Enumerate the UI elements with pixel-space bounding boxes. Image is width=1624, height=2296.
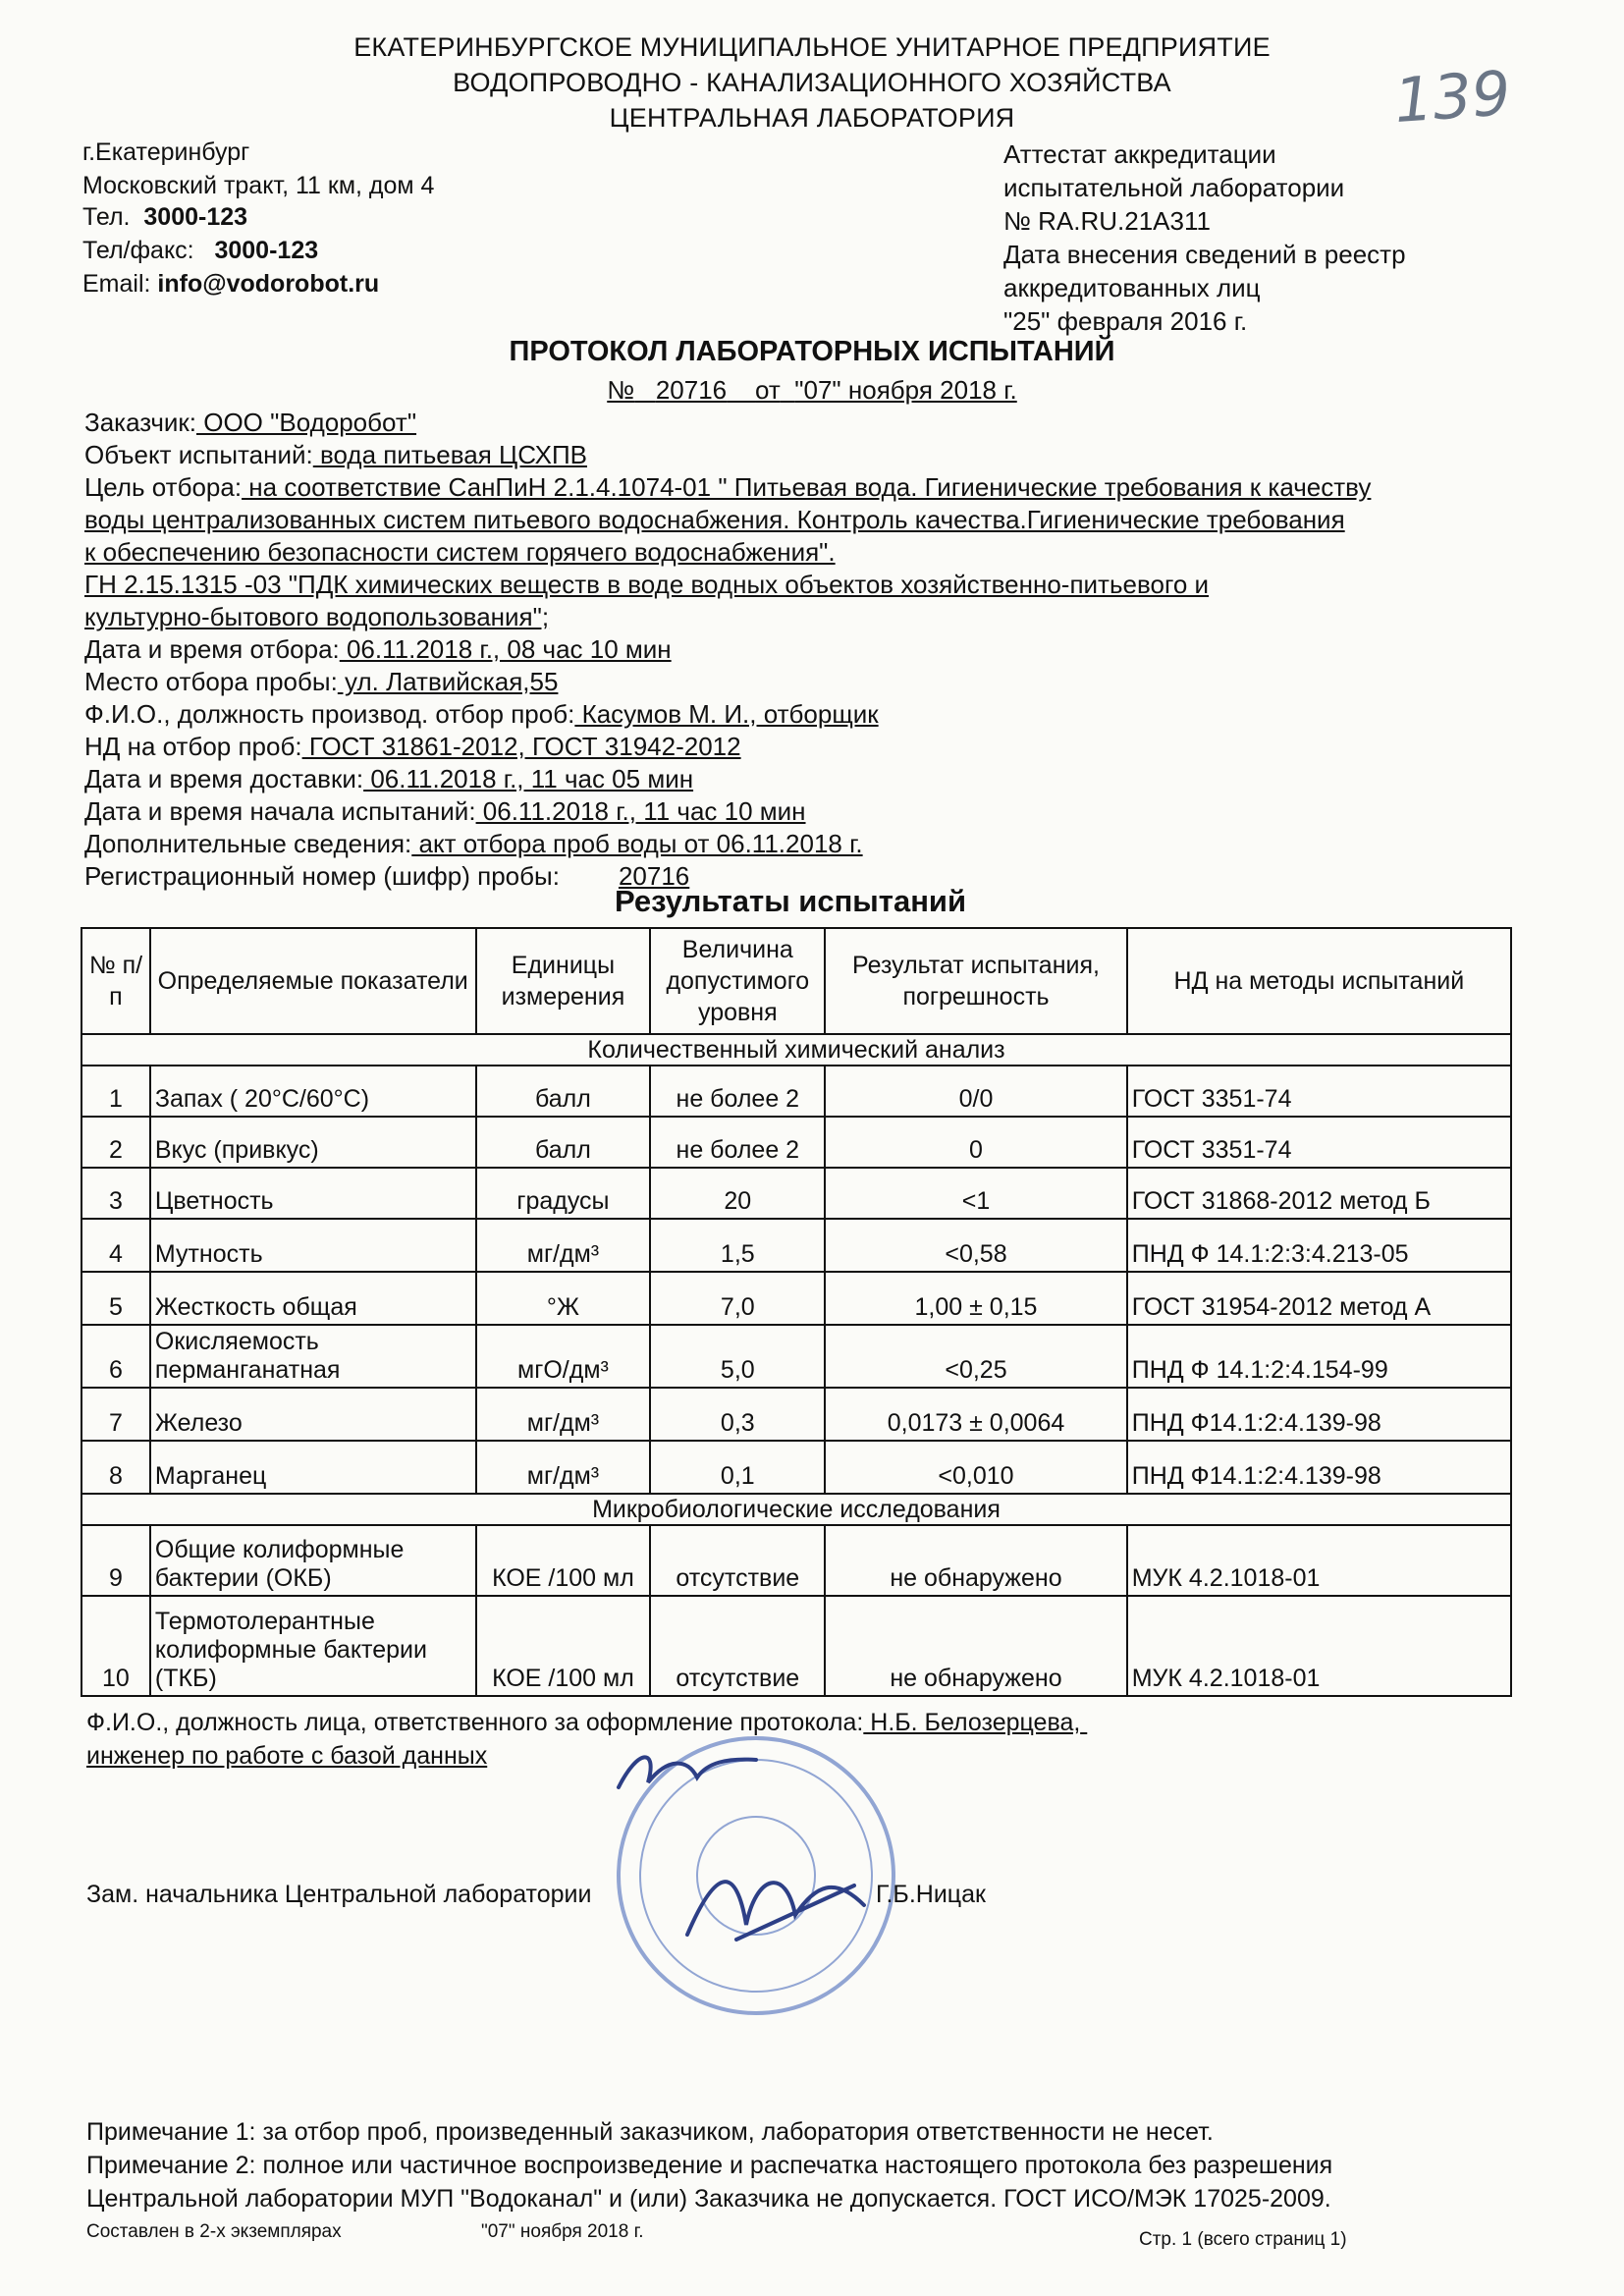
row-method: ПНД Ф 14.1:2:4.154-99 (1127, 1325, 1511, 1388)
row-number: 3 (81, 1168, 150, 1219)
row-limit: отсутствие (650, 1525, 825, 1596)
table-row (81, 1117, 1511, 1168)
footer-copies: Составлен в 2-х экземплярах (86, 2221, 342, 2242)
row-limit: не более 2 (650, 1066, 825, 1117)
field-sampler (84, 698, 879, 731)
row-unit: КОЕ /100 мл (476, 1525, 651, 1596)
purpose-line3: к обеспечению безопасности систем горячего водоснабжения". (84, 537, 836, 567)
accreditation-line1: Аттестат аккредитации (1003, 139, 1276, 169)
fax-value: 3000-123 (214, 237, 319, 264)
row-result: 0/0 (825, 1066, 1126, 1117)
purpose-label: Цель отбора: (84, 472, 243, 502)
email-label: Email: (82, 270, 151, 298)
row-param: Мутность (150, 1219, 476, 1272)
sampling-datetime-value: 06.11.2018 г., 08 час 10 мин (339, 634, 672, 664)
row-number: 9 (81, 1525, 150, 1596)
row-method: ПНД Ф14.1:2:4.139-98 (1127, 1388, 1511, 1441)
row-method: ГОСТ 31954-2012 метод А (1127, 1272, 1511, 1325)
row-param: Запах ( 20°С/60°С) (150, 1066, 476, 1117)
row-method: МУК 4.2.1018-01 (1127, 1525, 1511, 1596)
row-unit: мг/дм³ (476, 1388, 651, 1441)
results-title: Результаты испытаний (614, 884, 967, 918)
address-city: г.Екатеринбург (82, 138, 250, 166)
row-method: ПНД Ф 14.1:2:3:4.213-05 (1127, 1219, 1511, 1272)
field-nd (84, 731, 741, 763)
responsible-position: инженер по работе с базой данных (86, 1742, 488, 1770)
row-param: Общие колиформные бактерии (ОКБ) (150, 1525, 476, 1596)
field-purpose (84, 471, 1371, 504)
extra-label: Дополнительные сведения: (84, 829, 412, 858)
signature-icon (677, 1846, 874, 1954)
row-limit: 7,0 (650, 1272, 825, 1325)
row-result: 0,0173 ± 0,0064 (825, 1388, 1126, 1441)
row-param: Железо (150, 1388, 476, 1441)
row-result: не обнаружено (825, 1596, 1126, 1696)
purpose-line2: воды централизованных систем питьевого водоснабжения. Контроль качества.Гигиенические требования (84, 505, 1345, 534)
purpose-line4: ГН 2.15.1315 -03 "ПДК химических веществ в воде водных объектов хозяйственно-питьевого и (84, 570, 1210, 599)
row-method: ПНД Ф14.1:2:4.139-98 (1127, 1441, 1511, 1494)
sampler-value: Касумов М. И., отборщик (574, 699, 879, 729)
row-unit: балл (476, 1117, 651, 1168)
phone-label: Тел. (82, 203, 131, 231)
row-limit: 5,0 (650, 1325, 825, 1388)
row-result: 1,00 ± 0,15 (825, 1272, 1126, 1325)
table-row (81, 1168, 1511, 1219)
delivery-label: Дата и время доставки: (84, 764, 364, 793)
object-value: вода питьевая ЦСХПВ (312, 440, 587, 469)
row-number: 6 (81, 1325, 150, 1388)
row-param: Цветность (150, 1168, 476, 1219)
field-sampling-datetime (84, 633, 672, 666)
row-number: 10 (81, 1596, 150, 1696)
row-param: Жесткость общая (150, 1272, 476, 1325)
row-method: ГОСТ 31868-2012 метод Б (1127, 1168, 1511, 1219)
table-row (81, 1388, 1511, 1441)
address-phone (82, 200, 247, 234)
table-row (81, 1325, 1511, 1388)
responsible-name: Н.Б. Белозерцева, (863, 1709, 1081, 1736)
row-method: МУК 4.2.1018-01 (1127, 1596, 1511, 1696)
protocol-no: 20716 (655, 375, 728, 405)
row-number: 7 (81, 1388, 150, 1441)
row-limit: 20 (650, 1168, 825, 1219)
header-limit: Величина допустимого уровня (650, 928, 825, 1034)
header-num: № п/п (81, 928, 150, 1034)
protocol-title: ПРОТОКОЛ ЛАБОРАТОРНЫХ ИСПЫТАНИЙ (509, 336, 1115, 367)
row-number: 4 (81, 1219, 150, 1272)
accreditation-line5: аккредитованных лиц (1003, 273, 1261, 302)
header-param: Определяемые показатели (150, 928, 476, 1034)
protocol-number-line (0, 375, 1624, 406)
accreditation-date: "25" февраля 2016 г. (1003, 306, 1248, 336)
accreditation-line2: испытательной лаборатории (1003, 173, 1345, 202)
row-param: Окисляемость перманганатная (150, 1325, 476, 1388)
table-row (81, 1596, 1511, 1696)
extra-value: акт отбора проб воды от 06.11.2018 г. (411, 829, 863, 858)
test-start-value: 06.11.2018 г., 11 час 10 мин (475, 796, 806, 826)
field-delivery (84, 763, 693, 795)
customer-label: Заказчик: (84, 408, 197, 437)
field-object (84, 439, 587, 471)
table-row (81, 1525, 1511, 1596)
place-label: Место отбора пробы: (84, 667, 338, 696)
purpose-line1: на соответствие СанПиН 2.1.4.1074-01 " Питьевая вода. Гигиенические требования к качеству (242, 472, 1372, 502)
section-row (81, 1034, 1511, 1066)
row-result: <0,25 (825, 1325, 1126, 1388)
header-result: Результат испытания, погрешность (825, 928, 1126, 1034)
row-result: не обнаружено (825, 1525, 1126, 1596)
fax-label: Тел/факс: (82, 237, 194, 264)
table-row (81, 1272, 1511, 1325)
row-unit: °Ж (476, 1272, 651, 1325)
section-row (81, 1494, 1511, 1525)
address-street: Московский тракт, 11 км, дом 4 (82, 172, 435, 199)
org-name-line1: ЕКАТЕРИНБУРГСКОЕ МУНИЦИПАЛЬНОЕ УНИТАРНОЕ ПРЕДПРИЯТИЕ (353, 32, 1271, 62)
org-name-line2: ВОДОПРОВОДНО - КАНАЛИЗАЦИОННОГО ХОЗЯЙСТВА (453, 68, 1171, 97)
protocol-from-label: от (755, 375, 781, 405)
delivery-value: 06.11.2018 г., 11 час 05 мин (363, 764, 694, 793)
handwritten-page-number: 139 (1391, 56, 1513, 137)
table-row (81, 1441, 1511, 1494)
row-method: ГОСТ 3351-74 (1127, 1066, 1511, 1117)
signoff-name: Г.Б.Ницак (876, 1881, 986, 1908)
row-result: 0 (825, 1117, 1126, 1168)
row-result: <1 (825, 1168, 1126, 1219)
nd-label: НД на отбор проб: (84, 732, 302, 761)
purpose-line5: культурно-бытового водопользования"; (84, 602, 550, 631)
field-test-start (84, 795, 806, 828)
initials-signature-icon (609, 1738, 766, 1807)
table-header-row (81, 928, 1511, 1034)
note-2-line1: Примечание 2: полное или частичное воспроизведение и распечатка настоящего протокола без разрешения (86, 2152, 1333, 2179)
email-value: info@vodorobot.ru (157, 270, 380, 298)
row-unit: мг/дм³ (476, 1219, 651, 1272)
row-limit: отсутствие (650, 1596, 825, 1696)
field-place (84, 666, 558, 698)
row-unit: мг/дм³ (476, 1441, 651, 1494)
row-param: Марганец (150, 1441, 476, 1494)
row-limit: 0,1 (650, 1441, 825, 1494)
row-limit: 0,3 (650, 1388, 825, 1441)
results-table (81, 927, 1512, 1697)
field-customer (84, 407, 416, 439)
phone-value: 3000-123 (143, 203, 248, 231)
test-start-label: Дата и время начала испытаний: (84, 796, 476, 826)
footer-date: "07" ноября 2018 г. (481, 2221, 644, 2242)
note-2-line2: Центральной лаборатории МУП "Водоканал" и (или) Заказчика не допускается. ГОСТ ИСО/МЭК 17025-2009. (86, 2185, 1331, 2213)
sampling-datetime-label: Дата и время отбора: (84, 634, 340, 664)
accreditation-line4: Дата внесения сведений в реестр (1003, 240, 1406, 269)
footer-page: Стр. 1 (всего страниц 1) (1139, 2229, 1347, 2250)
note-1: Примечание 1: за отбор проб, произведенный заказчиком, лаборатория ответственности не несет. (86, 2118, 1214, 2146)
responsible-label: Ф.И.О., должность лица, ответственного за оформление протокола: (86, 1709, 864, 1736)
header-units: Единицы измерения (476, 928, 651, 1034)
row-unit: КОЕ /100 мл (476, 1596, 651, 1696)
header-method: НД на методы испытаний (1127, 928, 1511, 1034)
row-number: 8 (81, 1441, 150, 1494)
reg-number-value: 20716 (618, 861, 690, 891)
row-method: ГОСТ 3351-74 (1127, 1117, 1511, 1168)
sampler-label: Ф.И.О., должность производ. отбор проб: (84, 699, 575, 729)
object-label: Объект испытаний: (84, 440, 313, 469)
org-name-line3: ЦЕНТРАЛЬНАЯ ЛАБОРАТОРИЯ (609, 103, 1015, 133)
row-number: 5 (81, 1272, 150, 1325)
row-unit: градусы (476, 1168, 651, 1219)
results-table-body (81, 1034, 1511, 1696)
row-number: 2 (81, 1117, 150, 1168)
row-limit: 1,5 (650, 1219, 825, 1272)
table-row (81, 1219, 1511, 1272)
field-extra (84, 828, 863, 860)
row-number: 1 (81, 1066, 150, 1117)
place-value: ул. Латвийская,55 (337, 667, 559, 696)
row-result: <0,58 (825, 1219, 1126, 1272)
row-unit: балл (476, 1066, 651, 1117)
address-fax (82, 234, 318, 267)
row-limit: не более 2 (650, 1117, 825, 1168)
nd-value: ГОСТ 31861-2012, ГОСТ 31942-2012 (301, 732, 741, 761)
reg-number-label: Регистрационный номер (шифр) пробы: (84, 861, 560, 891)
section-microbiology: Микробиологические исследования (81, 1494, 1511, 1525)
accreditation-number: № RA.RU.21A311 (1003, 206, 1211, 236)
address-email (82, 267, 379, 301)
table-row (81, 1066, 1511, 1117)
signoff-role: Зам. начальника Центральной лаборатории (86, 1881, 592, 1908)
section-chemical: Количественный химический анализ (81, 1034, 1511, 1066)
row-unit: мгО/дм³ (476, 1325, 651, 1388)
row-param: Термотолерантные колиформные бактерии (ТКБ) (150, 1596, 476, 1696)
protocol-date: "07" ноября 2018 г. (794, 375, 1017, 405)
row-result: <0,010 (825, 1441, 1126, 1494)
row-param: Вкус (привкус) (150, 1117, 476, 1168)
protocol-no-label: № (607, 375, 635, 405)
customer-value: ООО "Водоробот" (196, 408, 417, 437)
